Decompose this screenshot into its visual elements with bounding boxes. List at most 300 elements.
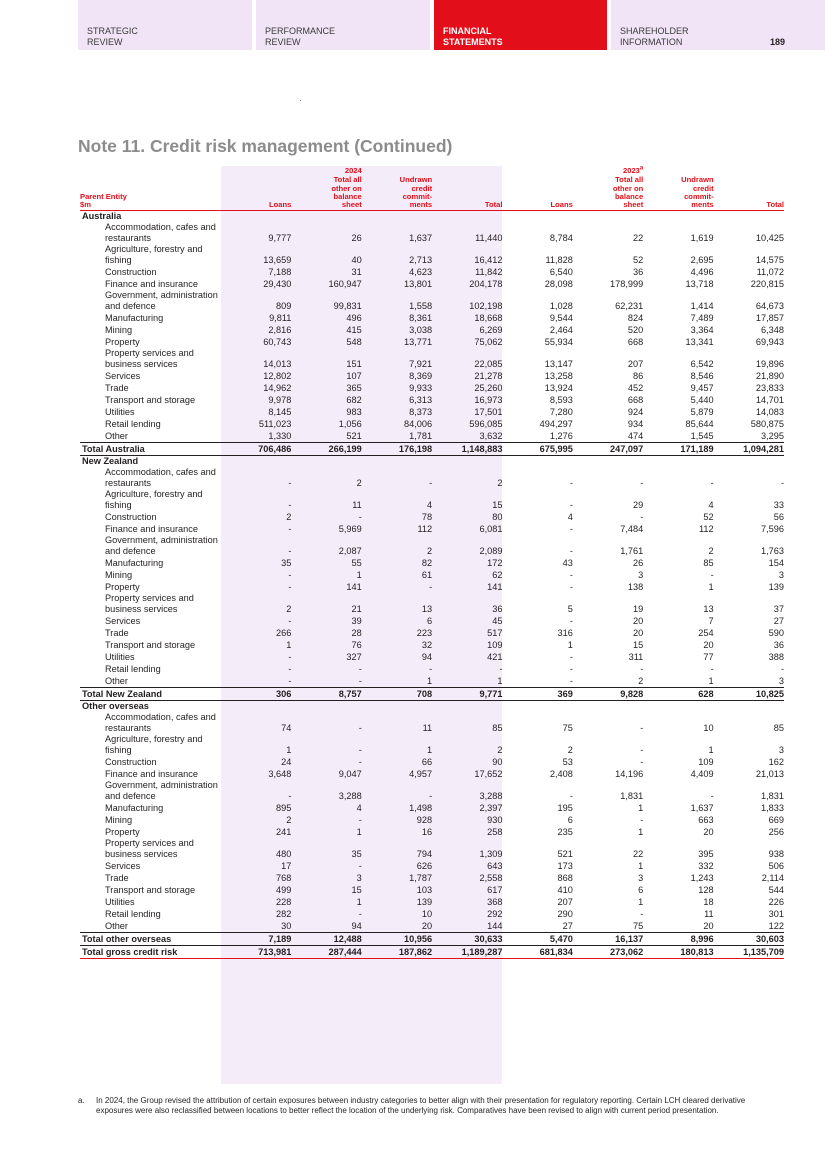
cell-value: 28,098 xyxy=(544,279,573,290)
cell-value: 8,996 xyxy=(643,933,713,946)
cell-value: 2,713 xyxy=(409,255,433,266)
tab-shareholder-information[interactable] xyxy=(611,0,825,50)
table-row xyxy=(80,523,784,535)
row-label: Finance and insurance xyxy=(105,524,198,535)
cell-value: 195 xyxy=(557,803,573,814)
row-label: Finance and insurance xyxy=(105,279,198,290)
cell-value: 39 xyxy=(351,616,362,627)
cell-value: 14,701 xyxy=(755,395,784,406)
cell-value: 75,062 xyxy=(474,337,503,348)
cell-value: 107 xyxy=(346,371,362,382)
table-row xyxy=(80,663,784,675)
cell-value: 56 xyxy=(773,512,784,523)
footnote-ref: a xyxy=(639,165,644,172)
row-label: Property services and business services xyxy=(105,593,194,615)
tab-line-1: PERFORMANCE xyxy=(265,26,336,36)
cell-value: 33 xyxy=(773,500,784,511)
cell-value: 895 xyxy=(276,803,292,814)
cell-value: 74 xyxy=(281,723,292,734)
cell-value: 109 xyxy=(487,640,503,651)
cell-value: 1,056 xyxy=(338,419,362,430)
table-row xyxy=(80,651,784,663)
cell-value: 1,833 xyxy=(761,803,784,814)
cell-value: 29,430 xyxy=(263,279,292,290)
cell-value: 421 xyxy=(487,652,503,663)
cell-value: 176,198 xyxy=(362,443,432,456)
cell-value: 266 xyxy=(276,628,292,639)
cell-value: - xyxy=(358,757,362,768)
cell-value: 78 xyxy=(421,512,433,523)
row-label: Construction xyxy=(105,512,157,523)
cell-value: 254 xyxy=(698,628,714,639)
cell-value: 369 xyxy=(503,688,573,701)
cell-value: 668 xyxy=(627,337,644,348)
cell-value: - xyxy=(429,582,433,593)
cell-value: 247,097 xyxy=(573,443,643,456)
tab-performance-review[interactable] xyxy=(256,0,430,50)
cell-value: 2 xyxy=(356,478,362,489)
cell-value: 1 xyxy=(638,897,644,908)
cell-value: 1,831 xyxy=(620,791,644,802)
row-label: Property xyxy=(105,582,140,593)
cell-value: 681,834 xyxy=(503,946,573,959)
cell-value: 15 xyxy=(492,500,503,511)
cell-value: 11 xyxy=(704,909,714,920)
cell-value: 1 xyxy=(356,827,362,838)
cell-value: 824 xyxy=(627,313,644,324)
cell-value: 36 xyxy=(492,604,503,615)
table-row xyxy=(80,920,784,933)
cell-value: 1,761 xyxy=(620,546,644,557)
cell-value: 16,412 xyxy=(474,255,503,266)
cell-value: - xyxy=(640,664,644,675)
cell-value: 5,879 xyxy=(690,407,714,418)
cell-value: 2,816 xyxy=(268,325,292,336)
row-label: Services xyxy=(105,371,141,382)
row-label: Government, administration and defence xyxy=(105,290,218,312)
row-label: Utilities xyxy=(105,407,135,418)
cell-value: 258 xyxy=(487,827,503,838)
cell-value: 327 xyxy=(346,652,362,663)
row-label: Transport and storage xyxy=(105,885,196,896)
row-label: Agriculture, forestry and fishing xyxy=(105,244,203,266)
cell-value: 2 xyxy=(497,478,503,489)
cell-value: 626 xyxy=(416,861,433,872)
cell-value: - xyxy=(640,745,644,756)
cell-value: 30,603 xyxy=(714,933,784,946)
total-row xyxy=(80,443,784,456)
cell-value xyxy=(221,456,291,468)
cell-value: 713,981 xyxy=(221,946,291,959)
cell-value xyxy=(714,701,784,713)
cell-value: 7 xyxy=(708,616,714,627)
cell-value: 10 xyxy=(421,909,433,920)
cell-value xyxy=(362,456,432,468)
cell-value xyxy=(432,701,502,713)
cell-value: 2 xyxy=(286,604,292,615)
cell-value: 36 xyxy=(633,267,644,278)
cell-value: 316 xyxy=(557,628,573,639)
cell-value: 474 xyxy=(627,431,644,442)
cell-value: 3 xyxy=(638,873,644,884)
header-undrawn-2024: Undrawn credit commit- ments xyxy=(362,176,432,211)
table-row xyxy=(80,675,784,688)
cell-value: 3 xyxy=(638,570,644,581)
row-label: Accommodation, cafes and restaurants xyxy=(105,712,216,734)
cell-value: 2,408 xyxy=(549,769,573,780)
cell-value: 1 xyxy=(708,582,714,593)
cell-value: 2,397 xyxy=(479,803,503,814)
row-label: Government, administration and defence xyxy=(105,535,218,557)
cell-value: - xyxy=(640,723,644,734)
header-loans-2023: Loans xyxy=(503,176,573,211)
cell-value: 180,813 xyxy=(643,946,713,959)
table-row xyxy=(80,244,784,266)
cell-value: - xyxy=(780,664,784,675)
cell-value: 20 xyxy=(633,616,644,627)
cell-value: 20 xyxy=(633,628,644,639)
tab-line-1: STRATEGIC xyxy=(87,26,138,36)
cell-value: - xyxy=(569,478,573,489)
cell-value: 12,488 xyxy=(291,933,361,946)
cell-value: 8,145 xyxy=(268,407,292,418)
cell-value: 9,047 xyxy=(338,769,362,780)
cell-value: - xyxy=(358,909,362,920)
cell-value: 548 xyxy=(346,337,362,348)
cell-value: 10,825 xyxy=(714,688,784,701)
table-row xyxy=(80,312,784,324)
table-row xyxy=(80,860,784,872)
cell-value: 14,196 xyxy=(615,769,644,780)
cell-value: 708 xyxy=(362,688,432,701)
cell-value: 122 xyxy=(768,921,784,932)
cell-value: 2 xyxy=(567,745,573,756)
cell-value: 544 xyxy=(768,885,784,896)
header-entity xyxy=(80,176,221,211)
cell-value: 6 xyxy=(567,815,573,826)
cell-value: 2 xyxy=(708,546,714,557)
cell-value: 66 xyxy=(421,757,433,768)
cell-value: 69,943 xyxy=(755,337,784,348)
cell-value xyxy=(291,211,361,223)
cell-value: 21,013 xyxy=(755,769,784,780)
cell-value: - xyxy=(569,616,573,627)
cell-value: 13,718 xyxy=(685,279,714,290)
table-row xyxy=(80,802,784,814)
cell-value: 13,341 xyxy=(685,337,714,348)
cell-value xyxy=(221,211,291,223)
table-row xyxy=(80,394,784,406)
cell-value: 628 xyxy=(643,688,713,701)
cell-value: 12,802 xyxy=(263,371,292,382)
cell-value xyxy=(291,701,361,713)
cell-value: 928 xyxy=(416,815,433,826)
cell-value: 3,364 xyxy=(690,325,714,336)
cell-value: - xyxy=(569,676,573,687)
stray-dot xyxy=(300,100,301,101)
cell-value: 4 xyxy=(356,803,362,814)
cell-value: 868 xyxy=(557,873,573,884)
cell-value: - xyxy=(429,664,433,675)
table-row xyxy=(80,780,784,802)
row-label: Utilities xyxy=(105,652,135,663)
credit-risk-table xyxy=(80,167,784,959)
row-label: Retail lending xyxy=(105,909,161,920)
cell-value: 99,831 xyxy=(333,301,362,312)
cell-value: 311 xyxy=(628,652,644,663)
cell-value: - xyxy=(288,570,292,581)
cell-value: - xyxy=(710,791,714,802)
cell-value: 220,815 xyxy=(750,279,784,290)
cell-value: 9,978 xyxy=(268,395,292,406)
cell-value: - xyxy=(569,791,573,802)
credit-risk-table-wrap xyxy=(80,167,784,959)
cell-value: 19 xyxy=(633,604,644,615)
cell-value: 52 xyxy=(703,512,714,523)
cell-value: 6,313 xyxy=(409,395,433,406)
cell-value: 9,811 xyxy=(269,313,292,324)
cell-value: 2 xyxy=(427,546,433,557)
cell-value: 11,828 xyxy=(545,255,573,266)
cell-value: 938 xyxy=(768,849,784,860)
table-row xyxy=(80,557,784,569)
cell-value: 141 xyxy=(346,582,362,593)
cell-value: 809 xyxy=(276,301,292,312)
cell-value: 6,348 xyxy=(761,325,784,336)
cell-value: 8,593 xyxy=(549,395,573,406)
cell-value: - xyxy=(640,757,644,768)
cell-value xyxy=(503,456,573,468)
cell-value: 643 xyxy=(487,861,503,872)
cell-value: 40 xyxy=(351,255,362,266)
cell-value: 241 xyxy=(276,827,292,838)
table-row xyxy=(80,324,784,336)
cell-value: 506 xyxy=(768,861,784,872)
cell-value: - xyxy=(640,512,644,523)
cell-value: 9,457 xyxy=(690,383,714,394)
cell-value: 2,558 xyxy=(479,873,503,884)
tab-line-2: STATEMENTS xyxy=(443,37,503,47)
cell-value: 35 xyxy=(351,849,362,860)
cell-value: 301 xyxy=(768,909,784,920)
cell-value: 13,771 xyxy=(404,337,433,348)
cell-value: 9,771 xyxy=(432,688,502,701)
cell-value: 5,470 xyxy=(503,933,573,946)
cell-value: 85,644 xyxy=(685,419,714,430)
row-label: Property xyxy=(105,337,140,348)
cell-value: 668 xyxy=(627,395,644,406)
cell-value: 395 xyxy=(698,849,714,860)
header-other-2024: Total all other on balance sheet xyxy=(291,176,361,211)
row-label: Australia xyxy=(82,211,122,222)
cell-value: - xyxy=(640,478,644,489)
cell-value: 228 xyxy=(276,897,292,908)
row-label: New Zealand xyxy=(82,456,139,467)
cell-value: 13,924 xyxy=(544,383,573,394)
table-row xyxy=(80,734,784,756)
cell-value: 306 xyxy=(221,688,291,701)
cell-value: 983 xyxy=(346,407,362,418)
cell-value: 207 xyxy=(627,359,644,370)
cell-value xyxy=(573,211,643,223)
cell-value: 4,957 xyxy=(409,769,433,780)
cell-value: 187,862 xyxy=(362,946,432,959)
cell-value: 8,757 xyxy=(291,688,361,701)
cell-value: 1,094,281 xyxy=(714,443,784,456)
cell-value: 43 xyxy=(562,558,573,569)
cell-value: 24 xyxy=(281,757,292,768)
row-label: Construction xyxy=(105,267,157,278)
cell-value: 30,633 xyxy=(432,933,502,946)
row-label: Manufacturing xyxy=(105,803,164,814)
cell-value: 1,309 xyxy=(479,849,503,860)
cell-value: 410 xyxy=(557,885,573,896)
row-label: Manufacturing xyxy=(105,558,164,569)
cell-value: 3 xyxy=(778,570,784,581)
cell-value: 480 xyxy=(276,849,292,860)
cell-value: 9,828 xyxy=(573,688,643,701)
cell-value: 20 xyxy=(703,921,714,932)
footnote xyxy=(78,1096,778,1116)
cell-value: - xyxy=(288,500,292,511)
cell-value: 4 xyxy=(567,512,573,523)
cell-value: 4 xyxy=(708,500,714,511)
cell-value: 13,659 xyxy=(263,255,292,266)
tab-strategic-review[interactable] xyxy=(78,0,252,50)
cell-value: 1,498 xyxy=(409,803,433,814)
cell-value: 86 xyxy=(633,371,644,382)
cell-value xyxy=(573,701,643,713)
table-row xyxy=(80,814,784,826)
cell-value: 8,784 xyxy=(549,233,573,244)
tab-financial-statements[interactable] xyxy=(434,0,607,50)
total-row xyxy=(80,933,784,946)
cell-value: 1 xyxy=(567,640,573,651)
cell-value: 5,440 xyxy=(690,395,714,406)
cell-value: 26 xyxy=(351,233,362,244)
cell-value: - xyxy=(288,582,292,593)
cell-value: 16,973 xyxy=(474,395,503,406)
cell-value: 14,013 xyxy=(263,359,292,370)
cell-value: 7,596 xyxy=(761,524,784,535)
tab-line-1: SHAREHOLDER xyxy=(620,26,689,36)
table-row xyxy=(80,908,784,920)
cell-value: 287,444 xyxy=(291,946,361,959)
table-row xyxy=(80,627,784,639)
cell-value: 7,484 xyxy=(620,524,644,535)
cell-value: - xyxy=(358,723,362,734)
row-label: Construction xyxy=(105,757,157,768)
cell-value: 2 xyxy=(497,745,503,756)
cell-value: 82 xyxy=(421,558,433,569)
cell-value: 36 xyxy=(773,640,784,651)
cell-value: 494,297 xyxy=(539,419,573,430)
cell-value: 171,189 xyxy=(643,443,713,456)
cell-value: 10 xyxy=(703,723,714,734)
cell-value: 365 xyxy=(346,383,362,394)
cell-value: - xyxy=(569,524,573,535)
cell-value: - xyxy=(569,500,573,511)
header-undrawn-2023: Undrawn credit commit- ments xyxy=(643,176,713,211)
table-row xyxy=(80,872,784,884)
cell-value: 62,231 xyxy=(615,301,644,312)
cell-value: - xyxy=(358,815,362,826)
row-label: Property services and business services xyxy=(105,348,194,370)
cell-value xyxy=(503,211,573,223)
cell-value: 1 xyxy=(427,676,433,687)
cell-value: 109 xyxy=(698,757,714,768)
page-title: Note 11. Credit risk management (Continued) xyxy=(78,136,453,156)
cell-value: 17,501 xyxy=(474,407,503,418)
cell-value: 17,652 xyxy=(474,769,503,780)
cell-value: 1 xyxy=(638,827,644,838)
cell-value: - xyxy=(288,478,292,489)
footnote-text: In 2024, the Group revised the attribution of certain exposures between industry categories to better align with their presentation for regulatory reporting. Certain LCH cleared derivative exposures were also reclassified between locations to better reflect the location of the underlying risk. Comparatives have been revised to align with current period presentation. xyxy=(96,1096,746,1115)
cell-value: 55,934 xyxy=(544,337,573,348)
cell-value: 29 xyxy=(633,500,644,511)
cell-value: - xyxy=(358,745,362,756)
cell-value: 21,278 xyxy=(474,371,503,382)
cell-value: 663 xyxy=(698,815,714,826)
cell-value: 64,673 xyxy=(755,301,784,312)
cell-value: 21,890 xyxy=(755,371,784,382)
table-row xyxy=(80,838,784,860)
cell-value: 6,542 xyxy=(690,359,714,370)
cell-value: 15 xyxy=(633,640,644,651)
cell-value: 590 xyxy=(768,628,784,639)
cell-value: 11,072 xyxy=(756,267,784,278)
cell-value: 162 xyxy=(768,757,784,768)
table-row xyxy=(80,756,784,768)
row-label: Mining xyxy=(105,325,133,336)
cell-value: 141 xyxy=(487,582,503,593)
cell-value: 13 xyxy=(703,604,714,615)
cell-value: 14,575 xyxy=(755,255,784,266)
cell-value: - xyxy=(429,478,433,489)
cell-value: 14,962 xyxy=(263,383,292,394)
cell-value xyxy=(643,701,713,713)
cell-value: 2,089 xyxy=(479,546,503,557)
cell-value: 27 xyxy=(562,921,573,932)
cell-value: - xyxy=(640,815,644,826)
table-row xyxy=(80,768,784,780)
cell-value: 23,833 xyxy=(755,383,784,394)
region-row xyxy=(80,701,784,713)
table-row xyxy=(80,370,784,382)
table-row xyxy=(80,406,784,418)
row-label: Accommodation, cafes and restaurants xyxy=(105,222,216,244)
cell-value: 11,842 xyxy=(475,267,503,278)
cell-value: - xyxy=(288,546,292,557)
cell-value: 617 xyxy=(487,885,503,896)
cell-value xyxy=(362,701,432,713)
row-label: Utilities xyxy=(105,897,135,908)
page-number: 189 xyxy=(769,37,785,47)
cell-value: 139 xyxy=(768,582,784,593)
cell-value: 144 xyxy=(487,921,503,932)
table-row xyxy=(80,581,784,593)
cell-value: 7,489 xyxy=(690,313,714,324)
cell-value xyxy=(714,211,784,223)
cell-value: 138 xyxy=(627,582,644,593)
cell-value: 11 xyxy=(422,723,433,734)
cell-value: 924 xyxy=(627,407,644,418)
cell-value: 204,178 xyxy=(469,279,503,290)
cell-value: 11 xyxy=(352,500,362,511)
footnote-mark: a. xyxy=(78,1096,85,1105)
cell-value: - xyxy=(499,664,503,675)
cell-value: - xyxy=(429,791,433,802)
